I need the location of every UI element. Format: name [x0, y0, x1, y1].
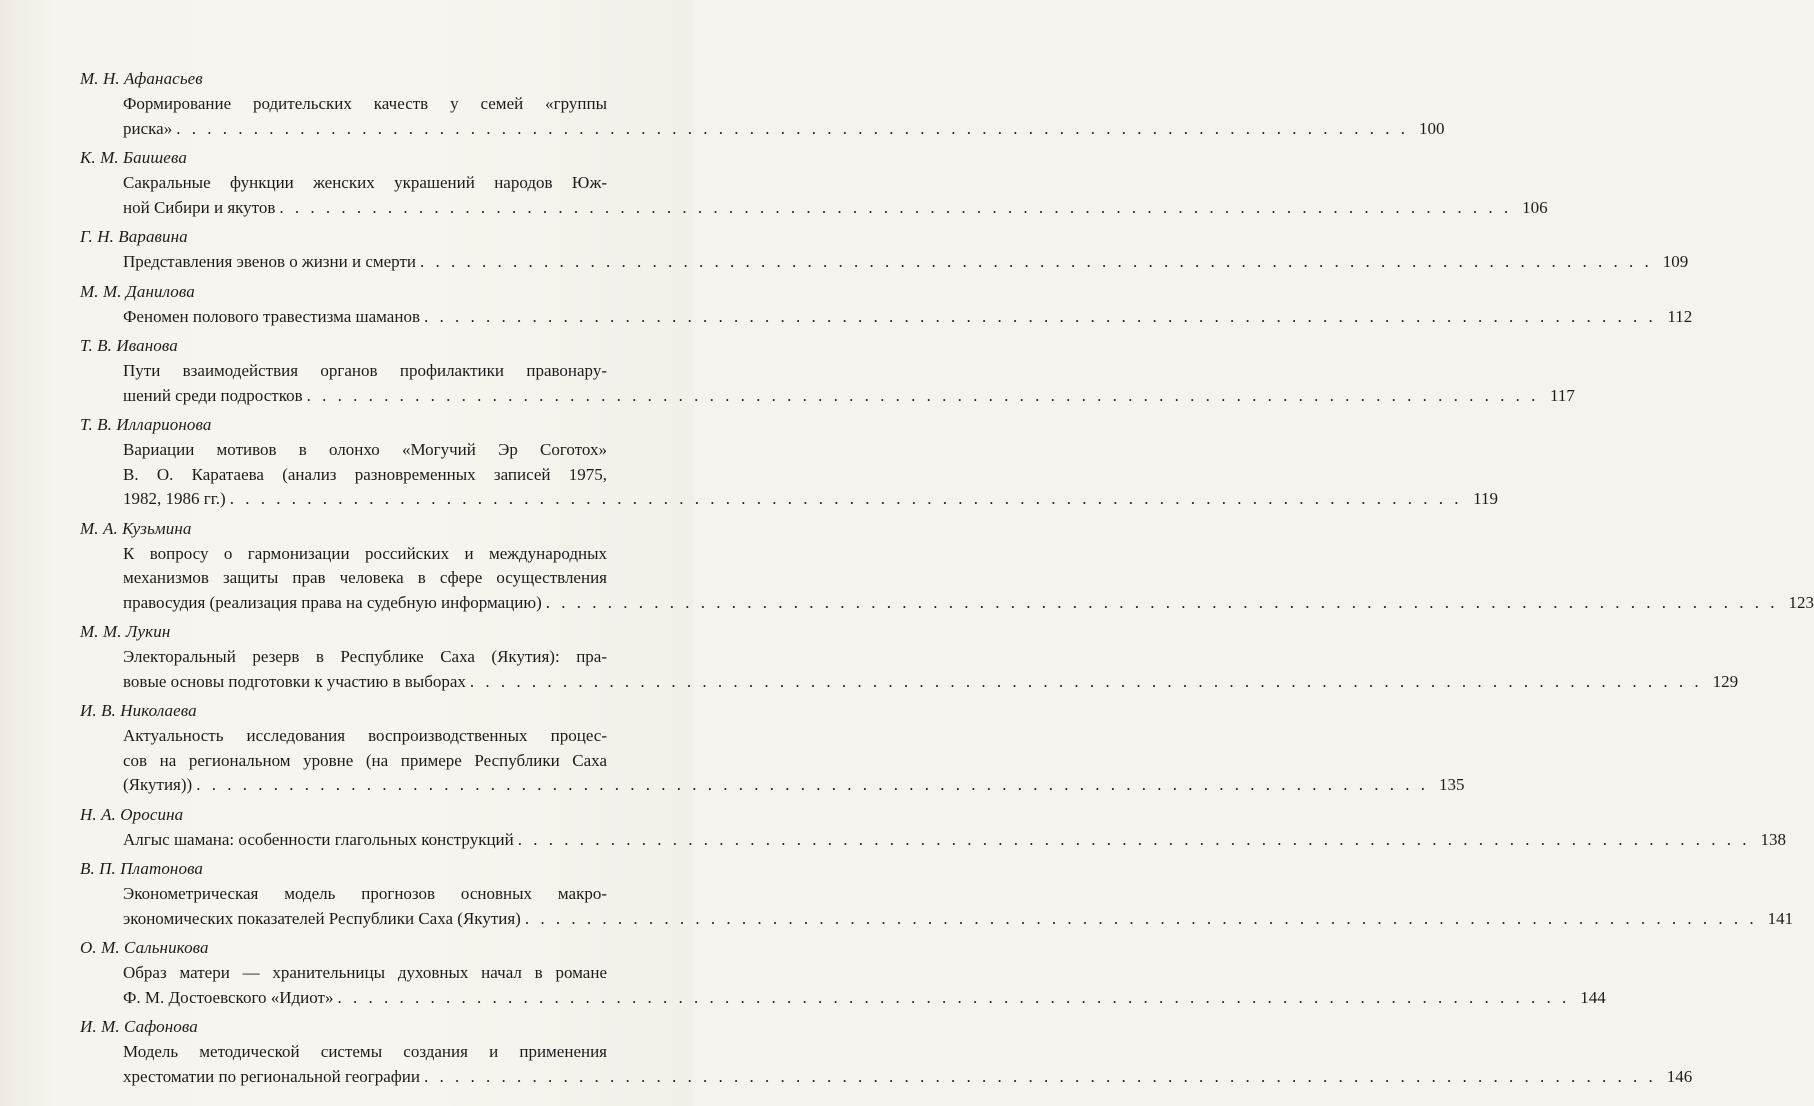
toc-title-line: механизмов защиты прав человека в сфере осуществления — [123, 568, 607, 587]
toc-title-line: Модель методической системы создания и применения — [123, 1042, 607, 1061]
toc-entry-title — [123, 542, 1814, 616]
toc-entry — [80, 226, 1689, 275]
dot-leader: . . . . . . . . . . . . . . . . . . . . . . . . . . . . . . . . . . . . . . . . . . . . . . . . . . . . . . . . . . . . . . . . . . . . . . . . . . . . . . . . — [517, 829, 1750, 849]
toc-title-line — [123, 196, 1548, 221]
toc-entry-title — [123, 438, 1498, 512]
page-number: 135 — [1438, 775, 1465, 794]
toc-entry-author: В. П. Платонова — [80, 859, 204, 878]
toc-entry — [80, 68, 1445, 141]
toc-entry — [80, 1016, 1693, 1089]
page-number: 100 — [1418, 118, 1445, 138]
page-number: 141 — [1767, 908, 1794, 928]
toc-entry-title — [123, 645, 1739, 694]
toc-title-line — [123, 986, 1606, 1011]
dot-leader: . . . . . . . . . . . . . . . . . . . . . . . . . . . . . . . . . . . . . . . . . . . . . . . . . . . . . . . . . . . . . . . . . . . . . . . . . . . . . . . . — [196, 775, 1429, 794]
toc-title-line: Сакральные функции женских украшений народов Юж- — [123, 173, 607, 192]
toc-title-line — [123, 250, 1689, 275]
toc-title-line: Электоральный резерв в Республике Саха (Якутия): пра- — [123, 647, 607, 666]
toc-entry-author: М. Н. Афанасьев — [80, 69, 203, 88]
page-number: 129 — [1712, 671, 1739, 691]
toc-title-line — [123, 487, 1498, 512]
toc-title-line-text: Феномен полового травестизма шаманов — [123, 306, 420, 326]
toc-entry — [80, 335, 1575, 408]
dot-leader: . . . . . . . . . . . . . . . . . . . . . . . . . . . . . . . . . . . . . . . . . . . . . . . . . . . . . . . . . . . . . . . . . . . . . . . . . . . . . . . . — [279, 197, 1512, 217]
toc-title-line-text: хрестоматии по региональной географии — [123, 1066, 420, 1086]
dot-leader: . . . . . . . . . . . . . . . . . . . . . . . . . . . . . . . . . . . . . . . . . . . . . . . . . . . . . . . . . . . . . . . . . . . . . . . . . . . . . . . . — [337, 987, 1570, 1007]
toc-title-line: Пути взаимодействия органов профилактики правонару- — [123, 361, 607, 380]
toc-title-line — [123, 1065, 1693, 1090]
dot-leader: . . . . . . . . . . . . . . . . . . . . . . . . . . . . . . . . . . . . . . . . . . . . . . . . . . . . . . . . . . . . . . . . . . . . . . . . . . . . . . . . — [545, 592, 1778, 612]
toc-title-line: Вариации мотивов в олонхо «Могучий Эр Соготох» — [123, 440, 607, 459]
toc-entry-author: М. М. Лукин — [80, 622, 171, 641]
toc-entry — [80, 937, 1606, 1010]
toc-title-line — [123, 773, 1465, 798]
page-number: 106 — [1522, 197, 1548, 217]
dot-leader: . . . . . . . . . . . . . . . . . . . . . . . . . . . . . . . . . . . . . . . . . . . . . . . . . . . . . . . . . . . . . . . . . . . . . . . . . . . . . . . . — [423, 1066, 1657, 1086]
dot-leader: . . . . . . . . . . . . . . . . . . . . . . . . . . . . . . . . . . . . . . . . . . . . . . . . . . . . . . . . . . . . . . . . . . . . . . . . . . . . . . . . — [423, 306, 1657, 326]
toc-title-line-text: правосудия (реализация права на судебную информацию) — [123, 592, 542, 612]
toc-title-line: К вопросу о гармонизации российских и международных — [123, 543, 607, 563]
toc-entry — [80, 804, 1786, 853]
toc-title-line-text: 1982, 1986 гг.) — [123, 489, 226, 508]
toc-entry — [80, 147, 1548, 220]
toc-entry-author: М. М. Данилова — [80, 281, 195, 301]
toc-entry-author: М. А. Кузьмина — [80, 518, 192, 538]
page-number: 109 — [1662, 252, 1689, 271]
toc-entry-title — [123, 961, 1606, 1010]
toc-entry-author: Т. В. Илларионова — [80, 415, 212, 434]
toc-title-line-text: экономических показателей Республики Саха (Якутия) — [123, 908, 521, 928]
page-number: 123 — [1788, 592, 1814, 612]
toc-title-line-text: Алгыс шамана: особенности глагольных конструкций — [123, 829, 514, 849]
dot-leader: . . . . . . . . . . . . . . . . . . . . . . . . . . . . . . . . . . . . . . . . . . . . . . . . . . . . . . . . . . . . . . . . . . . . . . . . . . . . . . . . — [306, 385, 1539, 405]
toc-entry-author: Т. В. Иванова — [80, 336, 178, 355]
page-number: 138 — [1760, 829, 1786, 849]
toc-title-line — [123, 591, 1814, 616]
toc-entry-author: К. М. Баишева — [80, 148, 187, 167]
toc-title-line — [123, 384, 1575, 409]
page-number: 112 — [1667, 306, 1693, 326]
toc-title-line-text: вовые основы подготовки к участию в выборах — [123, 671, 466, 691]
toc-title-line: Формирование родительских качеств у семей «группы — [123, 94, 607, 113]
toc-entry-title — [123, 882, 1794, 931]
toc-entry-title — [123, 305, 1693, 330]
toc-title-line — [123, 907, 1794, 932]
toc-title-line-text: Представления эвенов о жизни и смерти — [123, 252, 416, 271]
toc-title-line: сов на региональном уровне (на примере Республики Саха — [123, 750, 607, 770]
toc-entry-author: О. М. Сальникова — [80, 938, 209, 957]
toc-title-line-text: ной Сибири и якутов — [123, 197, 276, 217]
toc-entry-author: Г. Н. Варавина — [80, 227, 188, 246]
page-number: 119 — [1473, 489, 1498, 508]
toc-title-line: В. О. Каратаева (анализ разновременных записей 1975, — [123, 464, 607, 484]
page-number: 146 — [1666, 1066, 1693, 1086]
toc-entry — [80, 518, 1814, 616]
toc-title-line-text: Ф. М. Достоевского «Идиот» — [123, 987, 334, 1007]
toc-entry-title — [123, 1040, 1693, 1089]
toc-entry-title — [123, 359, 1575, 408]
toc-entry-title — [123, 828, 1786, 853]
toc-entry-author: Н. А. Оросина — [80, 804, 184, 824]
page-number: 144 — [1580, 987, 1606, 1007]
toc-entry — [80, 621, 1739, 694]
toc-title-line: Эконометрическая модель прогнозов основных макро- — [123, 884, 607, 903]
toc-entry — [80, 858, 1794, 931]
dot-leader: . . . . . . . . . . . . . . . . . . . . . . . . . . . . . . . . . . . . . . . . . . . . . . . . . . . . . . . . . . . . . . . . . . . . . . . . . . . . . . . . — [469, 671, 1703, 691]
toc-title-line — [123, 305, 1693, 330]
toc-entry-title — [123, 250, 1689, 275]
dot-leader: . . . . . . . . . . . . . . . . . . . . . . . . . . . . . . . . . . . . . . . . . . . . . . . . . . . . . . . . . . . . . . . . . . . . . . . . . . . . . . . . — [419, 252, 1653, 271]
toc-entry-title — [123, 171, 1548, 220]
toc-title-line — [123, 670, 1739, 695]
toc-title-line — [123, 828, 1786, 853]
dot-leader: . . . . . . . . . . . . . . . . . . . . . . . . . . . . . . . . . . . . . . . . . . . . . . . . . . . . . . . . . . . . . . . . . . . . . . . . . . . . . . . . — [524, 908, 1758, 928]
toc-title-line-text: (Якутия)) — [123, 775, 193, 794]
dot-leader: . . . . . . . . . . . . . . . . . . . . . . . . . . . . . . . . . . . . . . . . . . . . . . . . . . . . . . . . . . . . . . . . . . . . . . . . . . . . . . . . — [176, 118, 1409, 138]
table-of-contents — [80, 68, 1814, 1095]
toc-entry — [80, 281, 1693, 330]
toc-title-line: Образ матери — хранительницы духовных начал в романе — [123, 963, 607, 982]
toc-entry — [80, 700, 1465, 798]
toc-title-line — [123, 117, 1445, 142]
page-number: 117 — [1550, 385, 1575, 405]
toc-title-line-text: риска» — [123, 118, 173, 138]
toc-entry-title — [123, 724, 1465, 798]
toc-entry-title — [123, 92, 1445, 141]
toc-entry — [80, 414, 1498, 512]
toc-entry-author: И. М. Сафонова — [80, 1017, 198, 1036]
toc-title-line-text: шений среди подростков — [123, 385, 303, 405]
toc-title-line: Актуальность исследования воспроизводственных процес- — [123, 726, 607, 745]
toc-entry-author: И. В. Николаева — [80, 701, 197, 720]
dot-leader: . . . . . . . . . . . . . . . . . . . . . . . . . . . . . . . . . . . . . . . . . . . . . . . . . . . . . . . . . . . . . . . . . . . . . . . . . . . . . . . . — [229, 489, 1462, 508]
